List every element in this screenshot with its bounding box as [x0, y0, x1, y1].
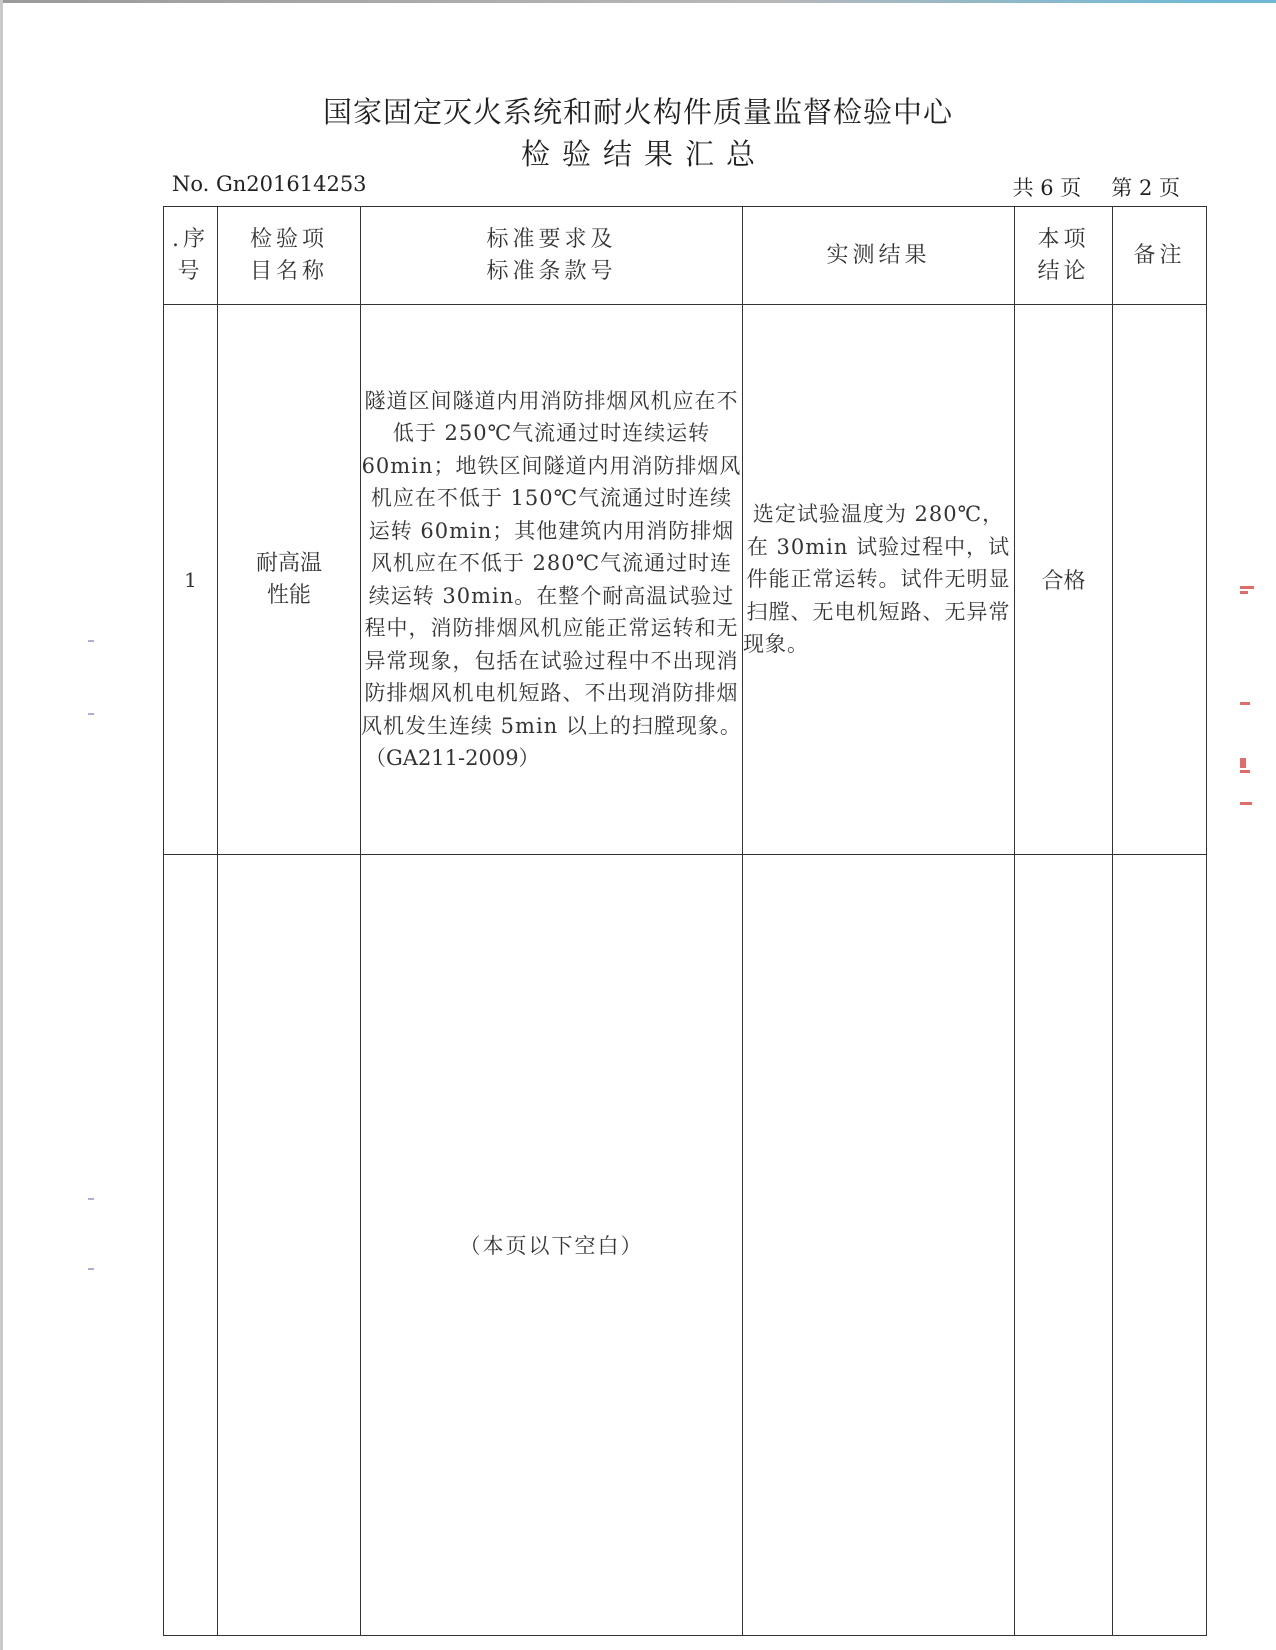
scan-speck	[88, 1198, 94, 1200]
scan-speck	[88, 713, 94, 715]
blank-row	[164, 855, 1207, 1636]
blank-page-note: （本页以下空白）	[361, 855, 743, 1636]
seal-fragment-icon	[1240, 800, 1260, 807]
document-title: 国家固定灭火系统和耐火构件质量监督检验中心	[322, 95, 953, 129]
row-item-name: 耐高温 性能	[218, 305, 361, 855]
row-conclusion: 合格	[1015, 305, 1113, 855]
scan-speck	[88, 1268, 94, 1270]
blank-cell	[164, 855, 218, 1636]
header-item-name: 检验项 目名称	[218, 207, 361, 305]
blank-cell	[1015, 855, 1113, 1636]
report-number: No. Gn201614253	[172, 172, 367, 196]
seal-fragment-icon	[1240, 700, 1260, 707]
scan-left-edge	[0, 0, 3, 1650]
seal-fragment-icon	[1240, 756, 1260, 775]
header-measured-result: 实测结果	[743, 207, 1015, 305]
page-info	[1013, 172, 1180, 202]
scan-speck	[88, 640, 94, 642]
current-page: 第 2 页	[1111, 176, 1180, 200]
table-row	[164, 305, 1207, 855]
row-standard-requirement	[361, 305, 743, 855]
blank-cell	[1113, 855, 1207, 1636]
blank-cell	[743, 855, 1015, 1636]
blank-cell	[218, 855, 361, 1636]
scan-top-edge	[0, 0, 1276, 3]
standard-reference: （GA211-2009）	[365, 746, 540, 770]
header-remarks: 备注	[1113, 207, 1207, 305]
row-number: 1	[164, 305, 218, 855]
header-conclusion: 本项 结论	[1015, 207, 1113, 305]
total-pages: 共 6 页	[1012, 176, 1082, 200]
seal-fragment-icon	[1240, 584, 1260, 596]
results-table	[163, 206, 1207, 1636]
standard-text: 隧道区间隧道内用消防排烟风机应在不低于 250℃气流通过时连续运转 60min；地铁区间隧道内用消防排烟风机应在不低于 150℃气流通过时连续运转 60min；其他建筑内用消防排烟风机应在不低于 280℃气流通过时连续运转 30min。在整个耐高温试验过程中，消防排烟风机应能正常运转和无异常现象，包括在试验过程中不出现消防排烟风机电机短路、不出现消防排烟风机发生连续 5min 以上的扫膛现象。	[361, 388, 742, 738]
row-measured-result: 选定试验温度为 280℃，在 30min 试验过程中，试件能正常运转。试件无明显扫膛、无电机短路、无异常现象。	[743, 305, 1015, 855]
header-serial-number: .序 号	[164, 207, 218, 305]
document-subtitle: 检验结果汇总	[520, 137, 767, 171]
table-header-row	[164, 207, 1207, 305]
header-standard-requirement: 标准要求及 标准条款号	[361, 207, 743, 305]
row-remark	[1113, 305, 1207, 855]
